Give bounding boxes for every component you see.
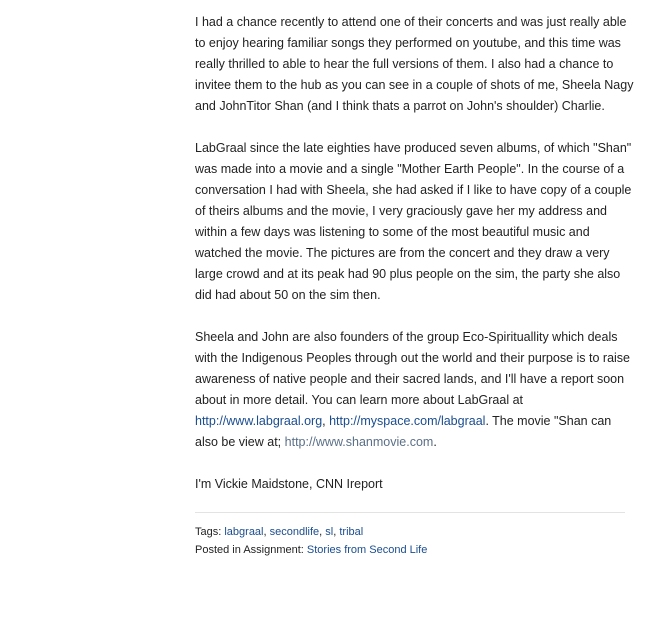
tag-link-secondlife[interactable]: secondlife — [269, 526, 320, 538]
tag-separator: , — [333, 526, 340, 538]
link-separator: , — [322, 414, 330, 428]
paragraph-3-text: Sheela and John are also founders of the group Eco-Spirituallity which deals with the Indigenous Peoples through out the world and their purpose is to raise awareness of native people and their sacred lands, and I'll have a report soon about in more detail. You can learn more about LabGraal at — [195, 330, 630, 407]
assignment-label: Posted in Assignment: — [195, 544, 307, 556]
author-signature: I'm Vickie Maidstone, CNN Ireport — [195, 477, 383, 491]
paragraph-3-end-text: . — [433, 435, 437, 449]
paragraph-3-mid-text: . The movie "Shan can also be view at; — [195, 414, 612, 449]
meta-divider — [195, 512, 625, 513]
shanmovie-link[interactable]: http://www.shanmovie.com — [284, 435, 434, 449]
tag-separator: , — [263, 526, 270, 538]
tag-link-labgraal[interactable]: labgraal — [224, 526, 264, 538]
tag-link-tribal[interactable]: tribal — [339, 526, 364, 538]
tags-line — [195, 523, 635, 541]
myspace-link[interactable]: http://myspace.com/labgraal — [329, 414, 486, 428]
article-paragraph-1: I had a chance recently to attend one of their concerts and was just really able to enjoy hearing familiar songs they performed on youtube, and this time was really thrilled to able to hear the full versions of them. I also had a chance to invitee them to the hub as you can see in a couple of shots of me, Sheela Nagy and JohnTitor Shan (and I think thats a parrot on John's shoulder) Charlie. — [195, 15, 634, 113]
assignment-line — [195, 541, 635, 559]
article-body — [195, 12, 635, 559]
article-paragraph-2: LabGraal since the late eighties have produced seven albums, of which "Shan" was made into a movie and a single "Mother Earth People". In the course of a conversation I had with Sheela, she had asked if I like to have copy of a couple of theirs albums and the movie, I very graciously gave her my address and within a few days was listening to some of the most beautiful music and watched the movie. The pictures are from the concert and they draw a very large crowd and at its peak had 90 plus people on the sim, the party she also did had about 50 on the sim then. — [195, 141, 632, 302]
labgraal-link[interactable]: http://www.labgraal.org — [195, 414, 323, 428]
tag-link-sl[interactable]: sl — [325, 526, 334, 538]
tag-separator: , — [319, 526, 326, 538]
post-meta — [195, 523, 635, 559]
assignment-link[interactable]: Stories from Second Life — [306, 544, 428, 556]
article-paragraph-3 — [195, 327, 635, 453]
tags-label: Tags: — [195, 526, 225, 538]
